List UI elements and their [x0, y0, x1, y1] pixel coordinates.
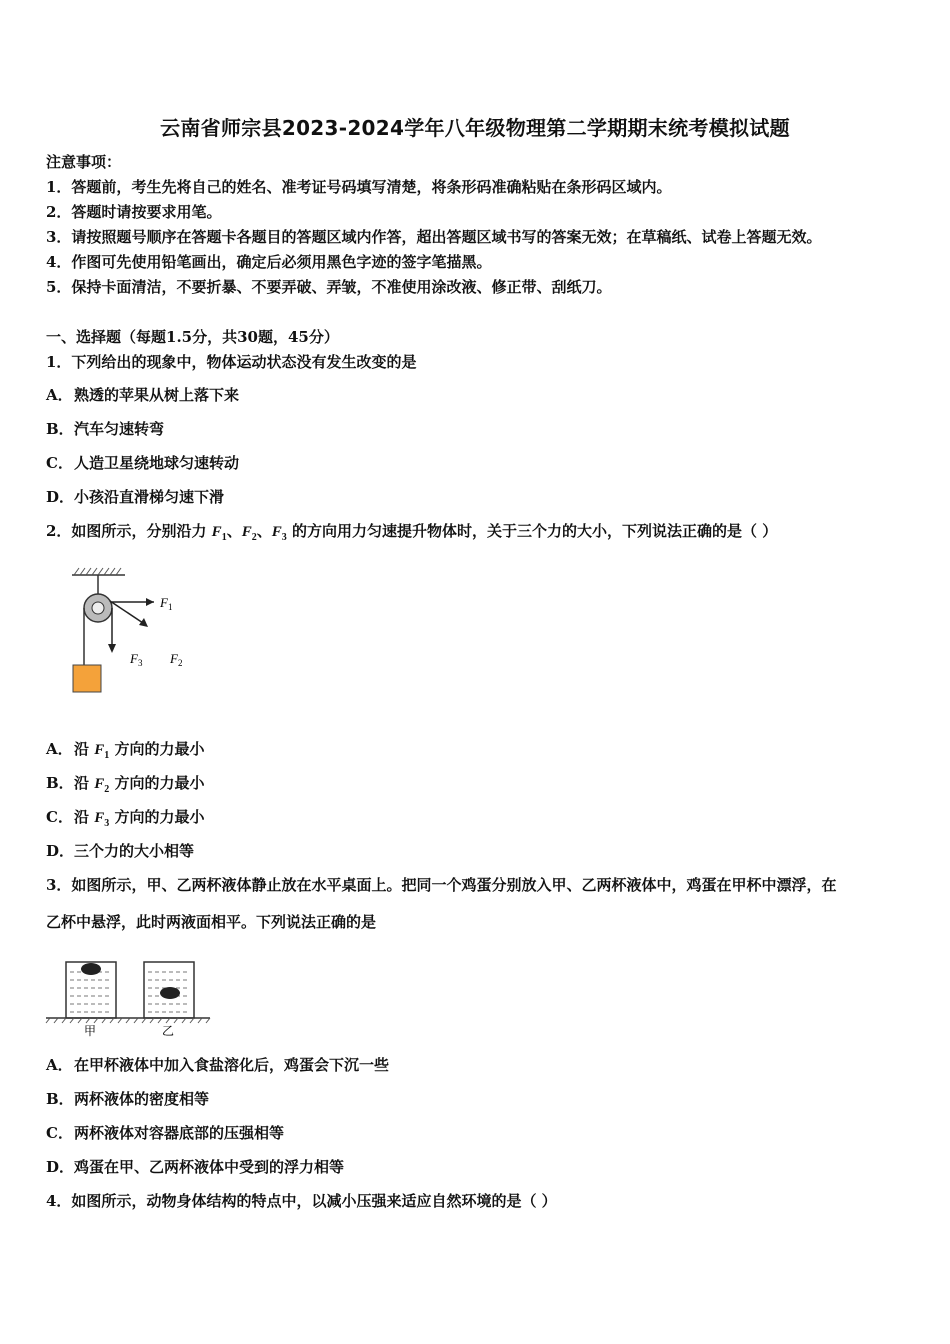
stem-text: 的方向用力匀速提升物体时，关于三个力的大小，下列说法正确的是（ ）: [286, 522, 778, 540]
option-letter: A．: [46, 1056, 73, 1074]
option-text: 两杯液体的密度相等: [74, 1090, 210, 1108]
option-text: 方向的力最小: [109, 774, 205, 792]
question-2-option-a: [46, 739, 204, 766]
option-text: 沿: [74, 774, 95, 792]
force-f2: $F_2$: [241, 524, 257, 543]
pulley-axle: [92, 602, 104, 614]
question-2-stem: [46, 521, 777, 548]
separator: 、: [226, 522, 242, 540]
label-jia: 甲: [84, 1024, 97, 1038]
force-f3: $F_3$: [271, 524, 287, 543]
question-1-option-a: [46, 385, 239, 405]
option-text: 方向的力最小: [109, 740, 205, 758]
option-text: 沿: [74, 740, 95, 758]
question-3-option-b: [46, 1089, 209, 1109]
option-text: 熟透的苹果从树上落下来: [74, 386, 240, 404]
option-force: $F_2$: [94, 776, 110, 795]
label-f2: $F_2$: [170, 651, 183, 668]
separator: 、: [256, 522, 272, 540]
option-text: 沿: [74, 808, 95, 826]
notice-item: 2．答题时请按要求用笔。: [46, 203, 222, 221]
option-force: $F_3$: [94, 810, 110, 829]
option-letter: D．: [46, 1158, 75, 1176]
force-f1: $F_1$: [211, 524, 227, 543]
page-title: 云南省师宗县2023-2024学年八年级物理第二学期期末统考模拟试题: [160, 116, 790, 140]
option-text: 两杯液体对容器底部的压强相等: [74, 1124, 285, 1142]
option-letter: B．: [46, 420, 74, 438]
notice-item: 3．请按照题号顺序在答题卡各题目的答题区域内作答，超出答题区域书写的答案无效；在草稿纸、试卷上答题无效。: [46, 228, 822, 246]
question-2-option-c: [46, 807, 204, 834]
question-1-option-c: [46, 453, 239, 473]
force-f3-arrowhead: [108, 644, 116, 653]
question-3-option-d: [46, 1157, 344, 1177]
force-f1-arrowhead: [146, 598, 154, 606]
option-letter: C．: [46, 808, 73, 826]
option-text: 三个力的大小相等: [74, 842, 195, 860]
cup-yi: [144, 962, 194, 1018]
question-1-option-b: [46, 419, 164, 439]
force-f2-arrowhead: [139, 618, 148, 627]
label-f3: $F_3$: [130, 651, 143, 668]
option-text: 方向的力最小: [109, 808, 205, 826]
option-text: 人造卫星绕地球匀速转动: [74, 454, 240, 472]
option-letter: A．: [46, 386, 73, 404]
option-letter: A．: [46, 740, 73, 758]
ceiling-hatch: [74, 568, 121, 575]
option-letter: B．: [46, 1090, 74, 1108]
stem-text: 2．如图所示，分别沿力: [46, 522, 212, 540]
option-force: $F_1$: [94, 742, 110, 761]
option-letter: D．: [46, 488, 75, 506]
label-f1: $F_1$: [160, 595, 173, 612]
egg-suspended: [160, 987, 180, 999]
option-letter: D．: [46, 842, 75, 860]
option-letter: C．: [46, 1124, 73, 1142]
question-1-stem: 1．下列给出的现象中，物体运动状态没有发生改变的是: [46, 353, 417, 371]
pulley-figure: [60, 565, 210, 700]
label-yi: 乙: [162, 1024, 175, 1038]
cups-figure: [44, 950, 214, 1040]
question-3-option-c: [46, 1123, 284, 1143]
section-heading: 一、选择题（每题1.5分，共30题，45分）: [46, 328, 339, 346]
question-3-stem-line2: 乙杯中悬浮，此时两液面相平。下列说法正确的是: [46, 913, 377, 931]
notice-item: 4．作图可先使用铅笔画出，确定后必须用黑色字迹的签字笔描黑。: [46, 253, 492, 271]
option-letter: B．: [46, 774, 74, 792]
option-text: 汽车匀速转弯: [74, 420, 165, 438]
option-text: 鸡蛋在甲、乙两杯液体中受到的浮力相等: [74, 1158, 345, 1176]
egg-floating: [81, 963, 101, 975]
question-3-stem-line1: 3．如图所示，甲、乙两杯液体静止放在水平桌面上。把同一个鸡蛋分别放入甲、乙两杯液体中，鸡蛋在甲杯中漂浮，在: [46, 876, 837, 894]
notice-heading: 注意事项：: [46, 153, 122, 171]
cup-jia: [66, 962, 116, 1018]
question-2-option-d: [46, 841, 194, 861]
force-f2-arrow: [110, 601, 146, 625]
option-letter: C．: [46, 454, 73, 472]
question-2-option-b: [46, 773, 204, 800]
question-1-option-d: [46, 487, 224, 507]
question-4-stem: 4．如图所示，动物身体结构的特点中，以减小压强来适应自然环境的是（ ）: [46, 1192, 557, 1210]
weight-block: [73, 665, 101, 692]
question-3-option-a: [46, 1055, 389, 1075]
notice-item: 1．答题前，考生先将自己的姓名、准考证号码填写清楚，将条形码准确粘贴在条形码区域内。: [46, 178, 672, 196]
option-text: 小孩沿直滑梯匀速下滑: [74, 488, 225, 506]
notice-item: 5．保持卡面清洁，不要折暴、不要弄破、弄皱，不准使用涂改液、修正带、刮纸刀。: [46, 278, 612, 296]
option-text: 在甲杯液体中加入食盐溶化后，鸡蛋会下沉一些: [74, 1056, 390, 1074]
